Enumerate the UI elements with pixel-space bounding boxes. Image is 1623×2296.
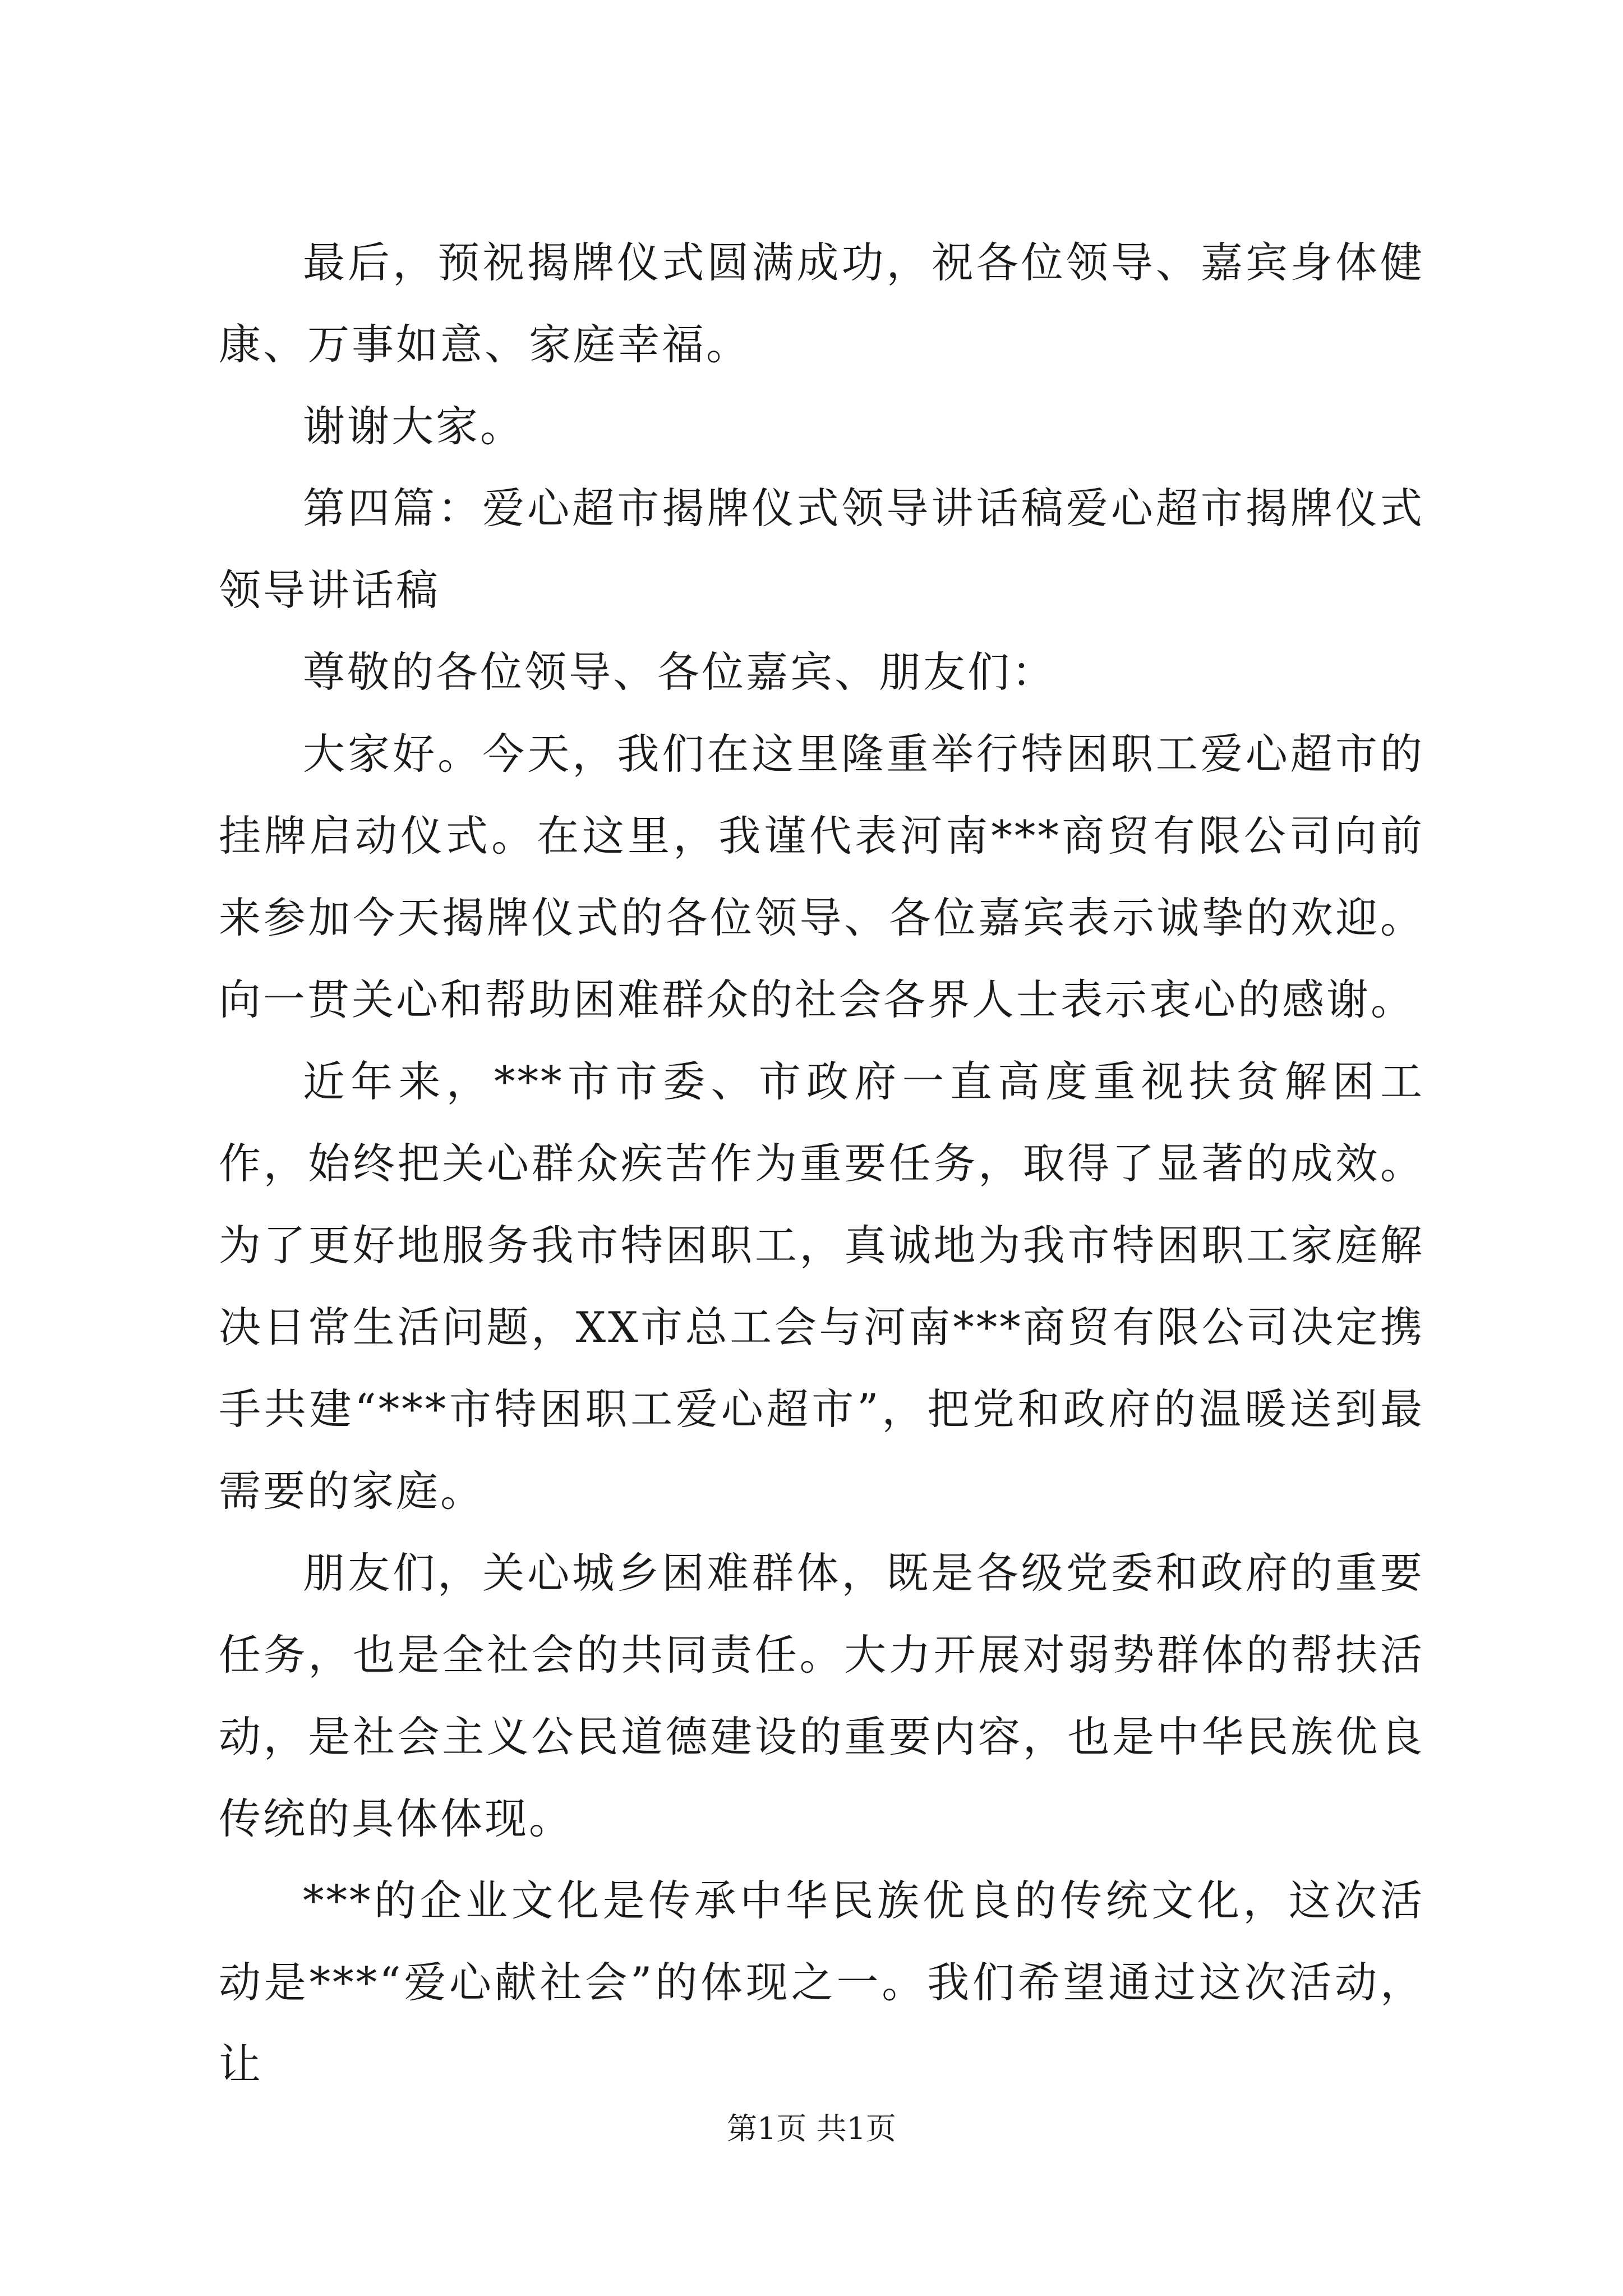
paragraph-welcome: 大家好。今天，我们在这里隆重举行特困职工爱心超市的挂牌启动仪式。在这里，我谨代表河南***商贸有限公司向前来参加今天揭牌仪式的各位领导、各位嘉宾表示诚挚的欢迎。向一贯关心和帮助困难群众的社会各界人士表示衷心的感谢。 [219,729,1424,1024]
paragraph-closing-wishes: 最后，预祝揭牌仪式圆满成功，祝各位领导、嘉宾身体健康、万事如意、家庭幸福。 [219,238,1424,369]
paragraph-background: 近年来，***市市委、市政府一直高度重视扶贫解困工作，始终把关心群众疾苦作为重要任务，取得了显著的成效。为了更好地服务我市特困职工，真诚地为我市特困职工家庭解决日常生活问题，XX市总工会与河南***商贸有限公司决定携手共建“***市特困职工爱心超市”，把党和政府的温暖送到最需要的家庭。 [219,1057,1424,1516]
paragraph-thanks: 谢谢大家。 [303,402,525,451]
paragraph-culture: ***的企业文化是传承中华民族优良的传统文化，这次活动是***“爱心献社会”的体现之一。我们希望通过这次活动，让 [219,1876,1424,2089]
document-body [219,222,1424,2105]
page-footer: 第1页 共1页 [727,2111,896,2146]
paragraph-responsibility: 朋友们，关心城乡困难群体，既是各级党委和政府的重要任务，也是全社会的共同责任。大力开展对弱势群体的帮扶活动，是社会主义公民道德建设的重要内容，也是中华民族优良传统的具体体现。 [219,1548,1424,1843]
section-heading: 第四篇：爱心超市揭牌仪式领导讲话稿爱心超市揭牌仪式领导讲话稿 [219,484,1424,615]
paragraph-salutation: 尊敬的各位领导、各位嘉宾、朋友们： [303,647,1057,697]
